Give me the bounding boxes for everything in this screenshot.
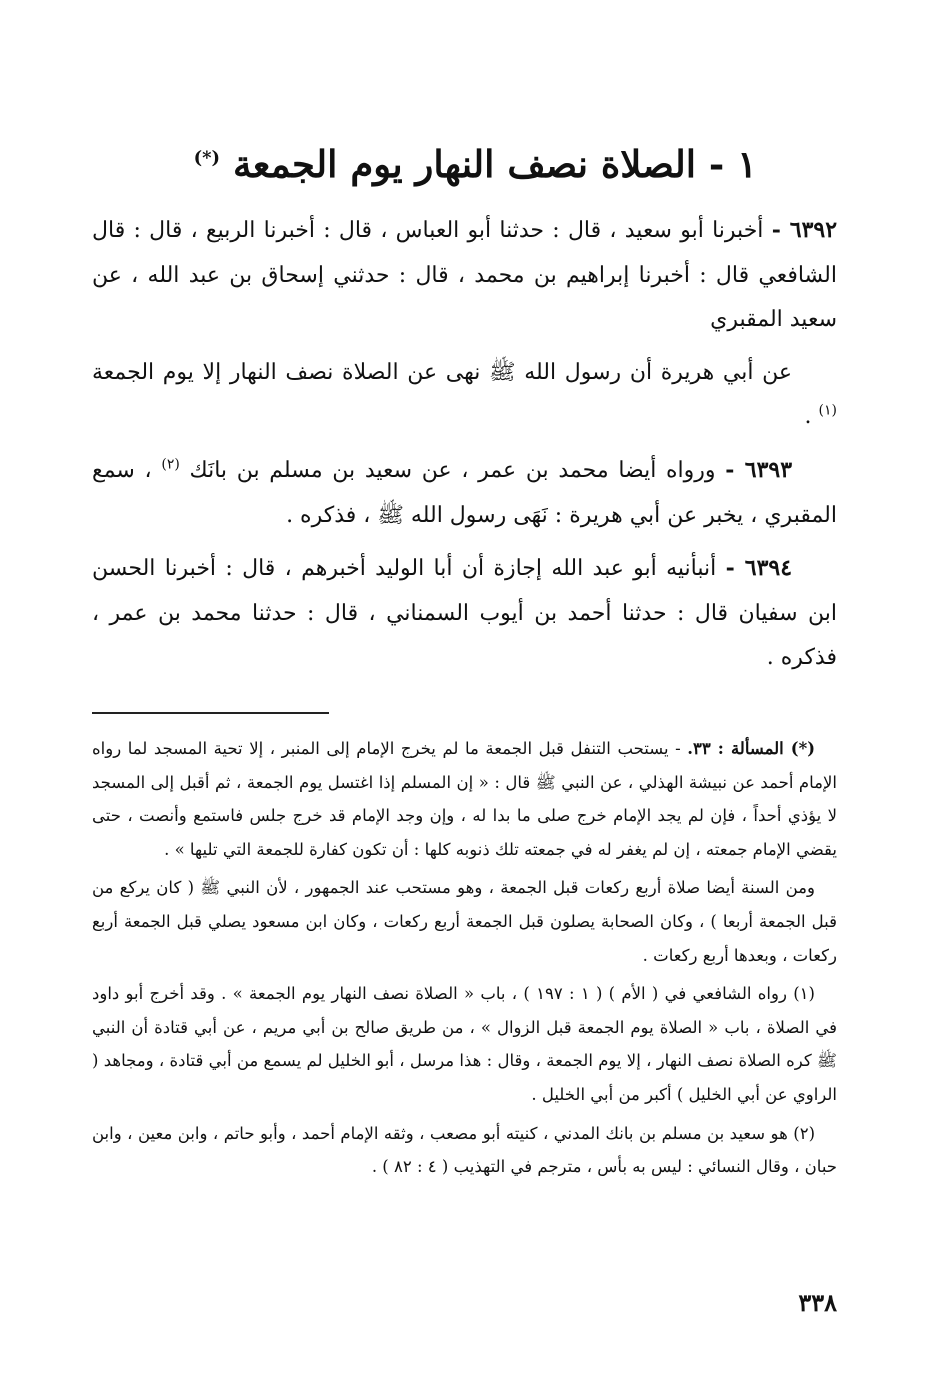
- hadith-paragraph: [92, 546, 837, 681]
- footnote: [92, 871, 837, 972]
- footnote-text: (٢) هو سعيد بن مسلم بن بانك المدني ، كنيته أبو مصعب ، وثقه الإمام أحمد ، وأبو حاتم ، وابن معين ، وابن حبان ، وقال النسائي : ليس به بأس ، مترجم في التهذيب ( ٤ : ٨٢ ) .: [92, 1123, 837, 1177]
- footnote-text: (١) رواه الشافعي في ( الأم ) ( ١ : ١٩٧ ) ، باب « الصلاة نصف النهار يوم الجمعة » . وقد أخرج أبو داود في الصلاة ، باب « الصلاة يوم الجمعة قبل الزوال » ، من طريق صالح بن أبي مريم ، عن أبي قتادة أن النبي ﷺ كره الصلاة نصف النهار ، إلا يوم الجمعة ، وقال : هذا مرسل ، أبو الخليل لم يسمع من أبي قتادة ، ومجاهد ( الراوي عن أبي الخليل ) أكبر من أبي الخليل .: [92, 984, 837, 1104]
- hadith-number: ٦٣٩٢ -: [771, 217, 838, 243]
- hadith-paragraph: [92, 448, 837, 538]
- hadith-text: أنبأنيه أبو عبد الله إجازة أن أبا الوليد أخبرهم ، قال : أخبرنا الحسن ابن سفيان قال : حدثنا أحمد بن أيوب السمناني ، قال : حدثنا محمد بن عمر ، فذكره .: [92, 556, 837, 671]
- chapter-title: ١ - الصلاة نصف النهار يوم الجمعة: [232, 142, 757, 186]
- chapter-note-marker: (*): [193, 147, 221, 169]
- footnote-ref: (١): [818, 403, 837, 420]
- hadith-number: ٦٣٩٣ -: [725, 456, 793, 483]
- footnote-divider: [92, 712, 329, 714]
- hadith-matn: [92, 351, 837, 440]
- footnote: [92, 732, 837, 866]
- hadith-text: عن أبي هريرة أن رسول الله ﷺ نهى عن الصلاة نصف النهار إلا يوم الجمعة: [92, 359, 792, 385]
- footnote-text: - يستحب التنفل قبل الجمعة ما لم يخرج الإمام إلى المنبر ، إلا تحية المسجد لما رواه الإمام أحمد عن نبيشة الهذلي ، عن النبي ﷺ قال : « إن المسلم إذا اغتسل يوم الجمعة ، ثم أقبل إلى المسجد لا يؤذي أحداً ، فإن لم يجد الإمام خرج صلى ما بدا له ، وإن وجد الإمام قد خرج جلس فاستمع وأنصت ، حتى يقضي الإمام جمعته ، إن لم يغفر له في جمعته تلك ذنوبه كلها : أن تكون كفارة للجمعة التي تليها » .: [92, 739, 837, 859]
- hadith-number: ٦٣٩٤ -: [725, 555, 793, 582]
- chapter-heading: [194, 142, 757, 186]
- footnote: [92, 977, 837, 1111]
- hadith-paragraph: [92, 208, 837, 343]
- main-text: [92, 208, 837, 689]
- footnote-ref: (٢): [161, 456, 180, 473]
- hadith-text: ورواه أيضا محمد بن عمر ، عن سعيد بن مسلم بن بانَك: [189, 457, 716, 483]
- hadith-text: أخبرنا أبو سعيد ، قال : حدثنا أبو العباس ، قال : أخبرنا الربيع ، قال : قال الشافعي قال : أخبرنا إبراهيم بن محمد ، قال : حدثني إسحاق بن عبد الله ، عن سعيد المقبري: [92, 218, 837, 333]
- footnote-text: ومن السنة أيضا صلاة أربع ركعات قبل الجمعة ، وهو مستحب عند الجمهور ، لأن النبي ﷺ ( كان يركع من قبل الجمعة أربعا ) ، وكان الصحابة يصلون قبل الجمعة أربع ركعات ، وكان ابن مسعود يصلي قبل الجمعة أربع ركعات ، وبعدها أربع ركعات .: [92, 878, 837, 965]
- sentence-end: .: [804, 404, 812, 430]
- footnote: [92, 1117, 837, 1184]
- hadith-text: ، سمع المقبري ، يخبر عن أبي هريرة : نَهَى رسول الله ﷺ ، فذكره .: [92, 457, 837, 528]
- footnote-lead: (*) المسألة : ٣٣.: [687, 739, 816, 758]
- page-number: ٣٣٨: [798, 1288, 837, 1317]
- footnotes: [92, 732, 837, 1189]
